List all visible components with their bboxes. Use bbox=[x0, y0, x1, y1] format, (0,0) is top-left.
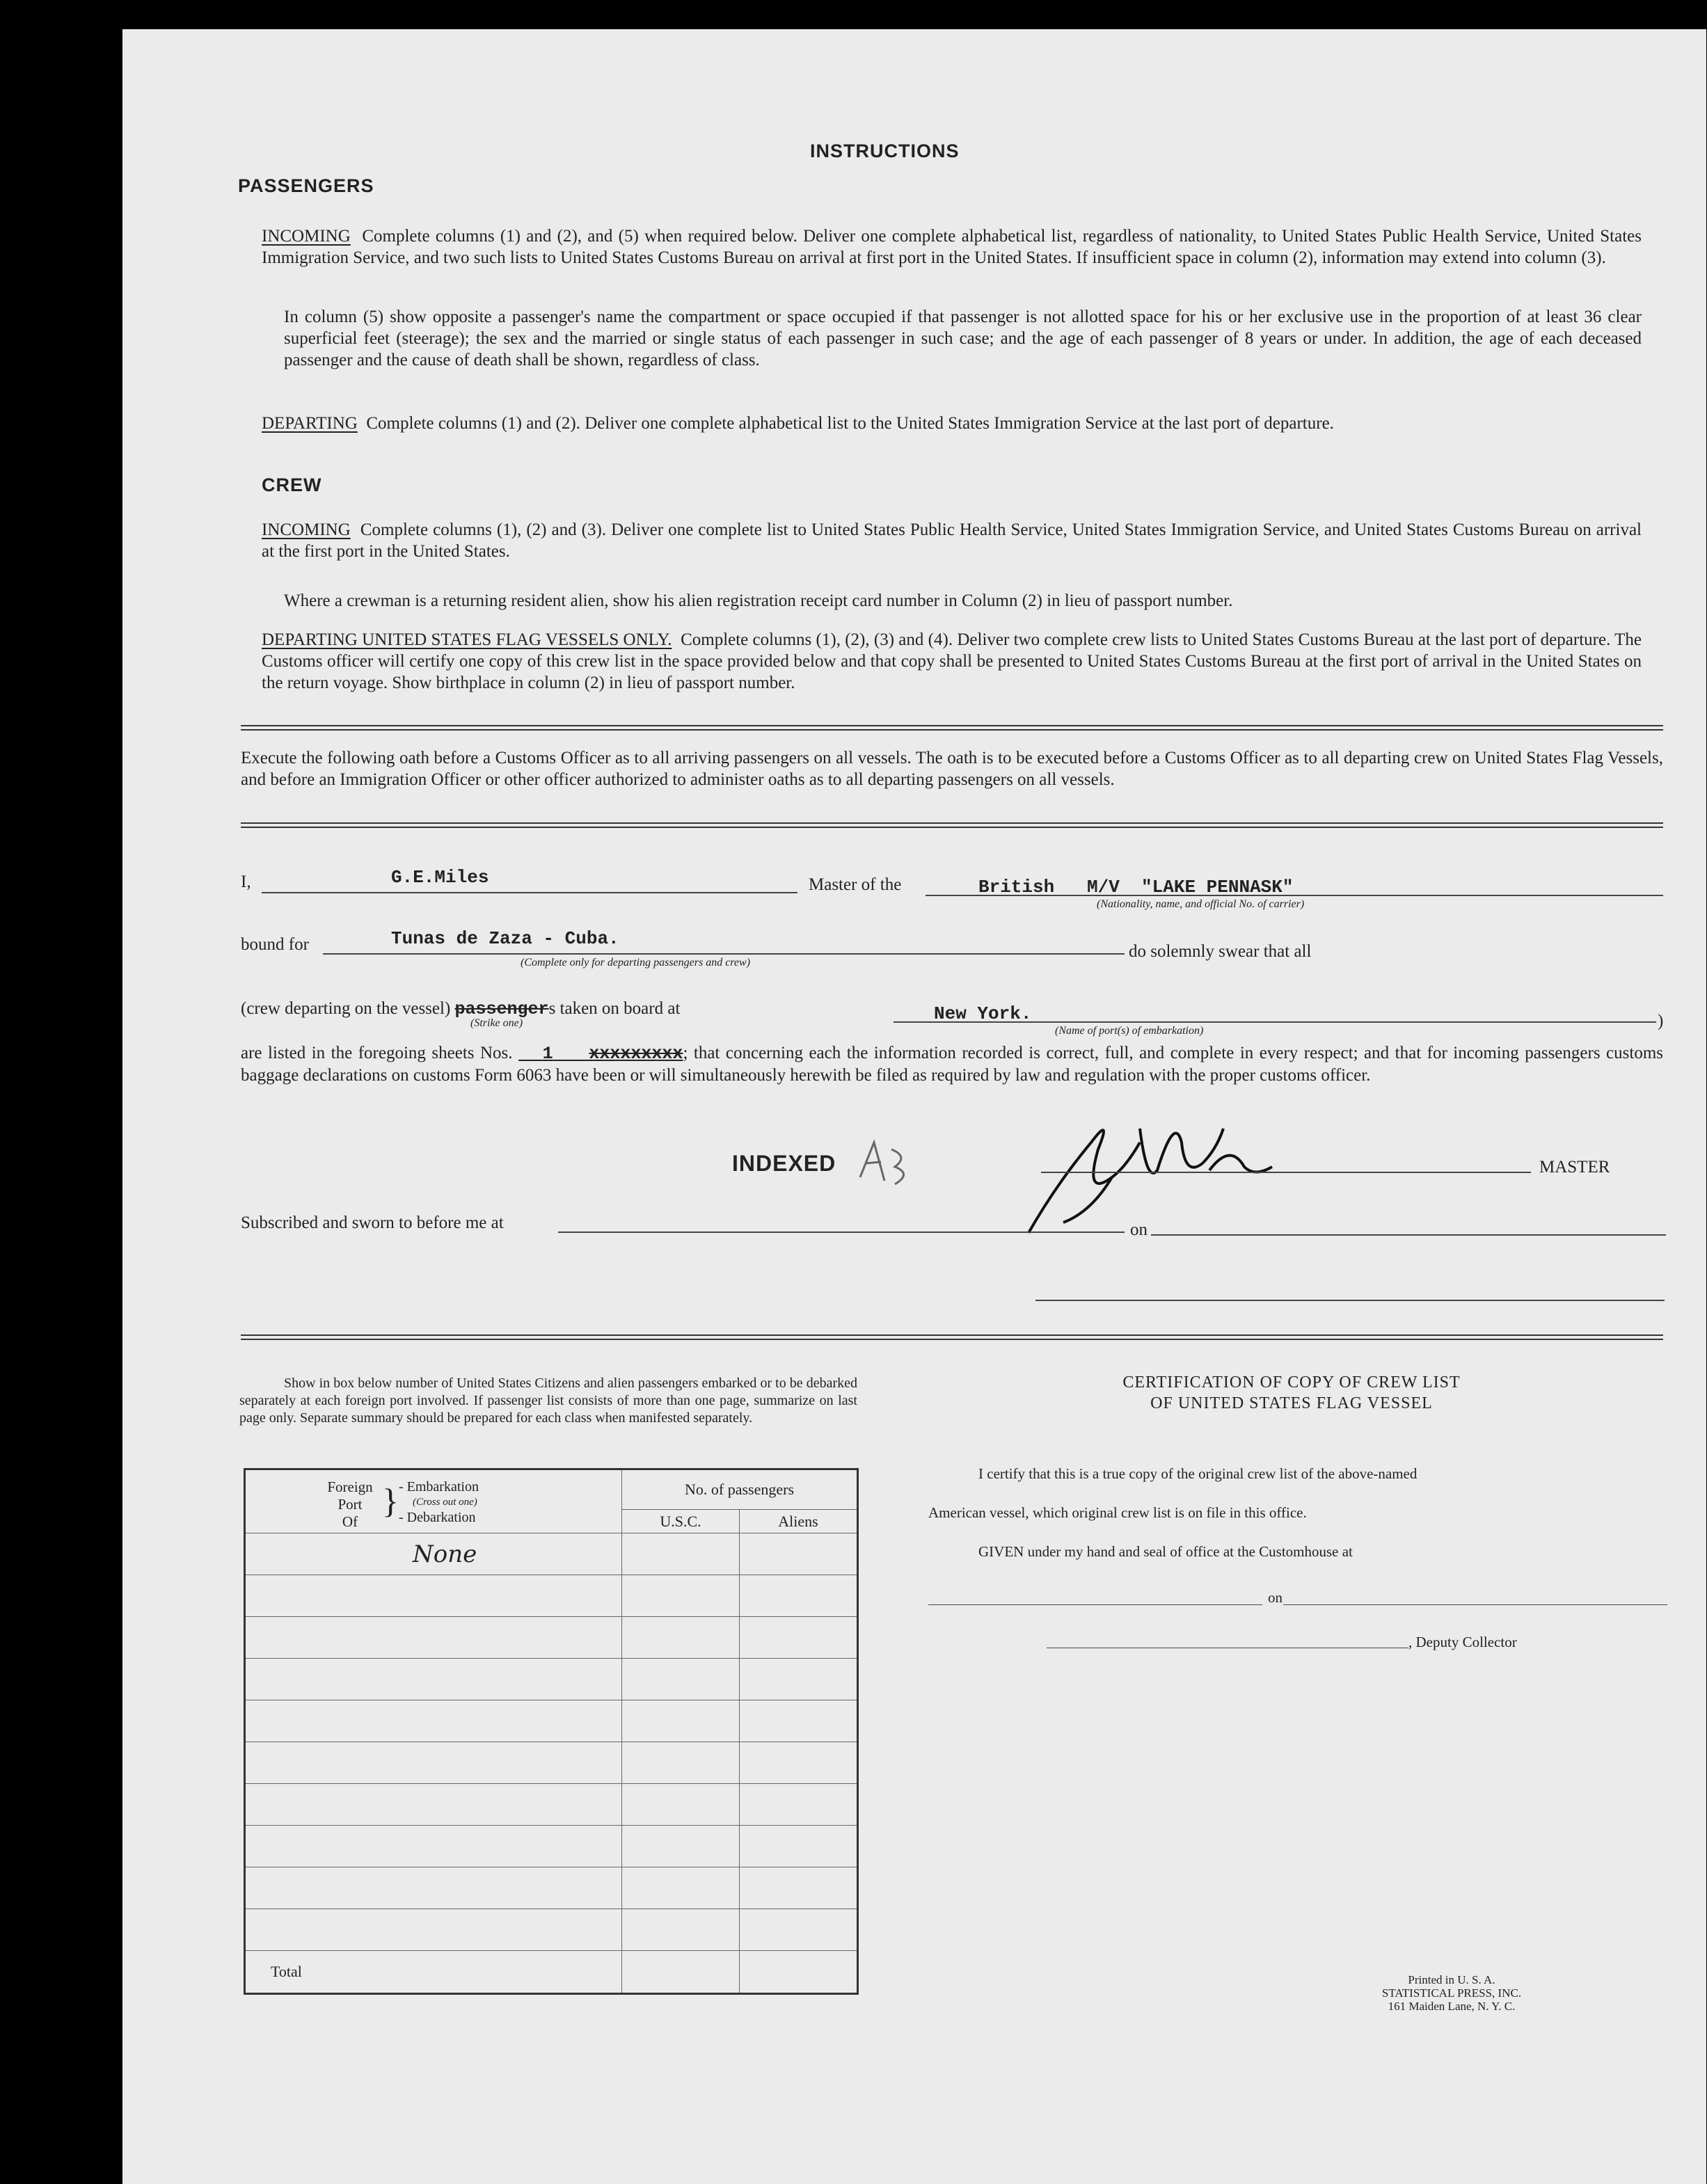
certification-title-1: CERTIFICATION OF COPY OF CREW LIST bbox=[1122, 1373, 1461, 1392]
master-signature-line bbox=[1041, 1172, 1531, 1173]
passengers-heading: PASSENGERS bbox=[238, 175, 374, 196]
printer-line-1: Printed in U. S. A. bbox=[1408, 1973, 1495, 1986]
usc-cell[interactable] bbox=[622, 1742, 740, 1784]
foreign-label: Foreign bbox=[327, 1478, 373, 1495]
aliens-cell[interactable] bbox=[740, 1617, 858, 1659]
passengers-departing-text: Complete columns (1) and (2). Deliver one complete alphabetical list to the United States Immigration Service at the last port of departure. bbox=[366, 414, 1334, 433]
port-cell[interactable] bbox=[245, 1700, 622, 1742]
deputy-collector-label: , Deputy Collector bbox=[1408, 1634, 1517, 1650]
struck-suffix: s bbox=[548, 999, 556, 1018]
crew-departing-label bbox=[241, 998, 680, 1020]
passengers-incoming-text: Complete columns (1) and (2), and (5) when required below. Deliver one complete alphabetical list, regardless of nationality, to United States Public Health Service, United States Immigration Service, and two such lists to United States Customs Bureau on arrival at first port in the United States. If insufficient space in column (2), information may extend into column (3). bbox=[262, 227, 1642, 267]
usc-cell[interactable] bbox=[622, 1784, 740, 1826]
vessel-field[interactable]: British M/V "LAKE PENNASK" bbox=[978, 877, 1294, 898]
usc-cell[interactable] bbox=[622, 1533, 740, 1575]
usc-cell[interactable] bbox=[622, 1909, 740, 1951]
indexed-initials-mark bbox=[853, 1135, 916, 1191]
listed-paragraph bbox=[241, 1042, 1663, 1086]
divider-2 bbox=[241, 822, 1663, 828]
indexed-stamp: INDEXED bbox=[732, 1151, 836, 1176]
passenger-struck-word: passenger bbox=[454, 999, 549, 1019]
usc-cell[interactable] bbox=[622, 1617, 740, 1659]
instructions-title: INSTRUCTIONS bbox=[810, 141, 960, 161]
crew-incoming-text: Complete columns (1), (2) and (3). Deliver one complete list to United States Public Health Service, United States Immigration Service, and United States Customs Bureau on arrival at the first port in the United States. bbox=[262, 520, 1642, 561]
total-usc-cell[interactable] bbox=[622, 1951, 740, 1994]
brace-glyph: } bbox=[382, 1481, 399, 1520]
destination-field[interactable]: Tunas de Zaza - Cuba. bbox=[391, 928, 619, 949]
aliens-cell[interactable] bbox=[740, 1575, 858, 1617]
embarkation-label: - Embarkation bbox=[399, 1479, 479, 1494]
port-cell[interactable] bbox=[245, 1826, 622, 1867]
aliens-cell[interactable] bbox=[740, 1700, 858, 1742]
crew-departing-keyword: DEPARTING UNITED STATES FLAG VESSELS ONLY. bbox=[262, 630, 672, 649]
master-label: MASTER bbox=[1539, 1158, 1610, 1177]
debarkation-label: - Debarkation bbox=[399, 1510, 476, 1525]
total-label: Total bbox=[245, 1951, 622, 1994]
passengers-incoming-keyword: INCOMING bbox=[262, 227, 351, 246]
no-passengers-header: No. of passengers bbox=[622, 1469, 858, 1510]
port-cell[interactable] bbox=[245, 1867, 622, 1909]
usc-cell[interactable] bbox=[622, 1700, 740, 1742]
crew-departing-text: Complete columns (1), (2), (3) and (4). Deliver two complete crew lists to United States Customs Bureau at the last port of departure. The Customs officer will certify one copy of this crew list in the space provided below and that copy shall be presented to United States Customs Bureau at the first port of arrival in the United States on the return voyage. Show birthplace in column (2) in lieu of passport number. bbox=[262, 630, 1642, 692]
officer-signature-line bbox=[1035, 1300, 1665, 1301]
crew-departing-text-label: (crew departing on the vessel) bbox=[241, 999, 451, 1018]
crew-incoming-keyword: INCOMING bbox=[262, 520, 351, 539]
listed-label: are listed in the foregoing sheets Nos. bbox=[241, 1044, 513, 1062]
aliens-cell[interactable] bbox=[740, 1909, 858, 1951]
summary-instructions: Show in box below number of United States Citizens and alien passengers embarked or to be debarked separately at each foreign port involved. If passenger list consists of more than one page, summarize on last page only. Separate summary should be prepared for each class when manifested separately. bbox=[239, 1376, 857, 1426]
sheet-struck: xxxxxxxxx bbox=[589, 1044, 683, 1064]
port-cell[interactable] bbox=[245, 1784, 622, 1826]
usc-cell[interactable] bbox=[622, 1867, 740, 1909]
port-cell[interactable] bbox=[245, 1617, 622, 1659]
master-of-label: Master of the bbox=[809, 875, 902, 894]
crew-heading: CREW bbox=[262, 475, 322, 495]
passengers-departing-keyword: DEPARTING bbox=[262, 414, 358, 433]
aliens-cell[interactable] bbox=[740, 1659, 858, 1700]
swear-label: do solemnly swear that all bbox=[1129, 942, 1312, 961]
usc-header: U.S.C. bbox=[622, 1510, 740, 1533]
sheet-number-field[interactable] bbox=[518, 1044, 683, 1064]
cross-out-caption: (Cross out one) bbox=[413, 1497, 477, 1508]
passengers-departing-paragraph bbox=[262, 413, 1642, 434]
crew-resident-paragraph: Where a crewman is a returning resident alien, show his alien registration receipt card number in Column (2) in lieu of passport number. bbox=[284, 591, 1233, 610]
subscribed-label: Subscribed and sworn to before me at bbox=[241, 1213, 504, 1232]
destination-line bbox=[323, 953, 1125, 955]
certification-line-1: I certify that this is a true copy of the original crew list of the above-named bbox=[978, 1465, 1418, 1482]
master-name-line bbox=[262, 892, 797, 893]
port-cell[interactable] bbox=[245, 1742, 622, 1784]
aliens-cell[interactable] bbox=[740, 1826, 858, 1867]
oath-intro: Execute the following oath before a Customs Officer as to all arriving passengers on all vessels. The oath is to be executed before a Customs Officer as to all departing crew on United States Flag Vessels, and before an Immigration Officer or other officer authorized to administer oaths as to all departing passengers on all vessels. bbox=[241, 749, 1663, 789]
of-label: Of bbox=[342, 1513, 358, 1530]
port-caption: (Name of port(s) of embarkation) bbox=[1055, 1025, 1204, 1037]
form-page bbox=[122, 29, 1706, 2184]
passengers-incoming-paragraph bbox=[262, 225, 1642, 269]
aliens-cell[interactable] bbox=[740, 1533, 858, 1575]
passenger-summary-table bbox=[244, 1468, 859, 1995]
master-name-field[interactable]: G.E.Miles bbox=[391, 867, 489, 888]
port-cell[interactable] bbox=[245, 1659, 622, 1700]
subscribed-date-line bbox=[1151, 1234, 1666, 1236]
crew-departing-paragraph bbox=[262, 629, 1642, 694]
certification-line-3: GIVEN under my hand and seal of office at the Customhouse at bbox=[978, 1543, 1353, 1560]
certification-title-2: OF UNITED STATES FLAG VESSEL bbox=[1150, 1394, 1433, 1412]
bound-for-label: bound for bbox=[241, 935, 309, 954]
close-paren: ) bbox=[1658, 1012, 1664, 1030]
master-signature bbox=[1008, 1101, 1300, 1240]
vessel-caption: (Nationality, name, and official No. of carrier) bbox=[1097, 898, 1305, 910]
total-aliens-cell[interactable] bbox=[740, 1951, 858, 1994]
port-cell[interactable] bbox=[245, 1909, 622, 1951]
port-header-cell bbox=[245, 1469, 622, 1533]
printer-line-3: 161 Maiden Lane, N. Y. C. bbox=[1388, 2000, 1516, 2013]
aliens-cell[interactable] bbox=[740, 1742, 858, 1784]
usc-cell[interactable] bbox=[622, 1659, 740, 1700]
destination-caption: (Complete only for departing passengers and crew) bbox=[521, 957, 751, 969]
port-label: Port bbox=[338, 1496, 363, 1513]
i-label: I, bbox=[241, 872, 251, 891]
port-entry-cell[interactable]: None bbox=[245, 1533, 622, 1575]
aliens-cell[interactable] bbox=[740, 1867, 858, 1909]
certification-line-2: American vessel, which original crew list is on file in this office. bbox=[928, 1504, 1307, 1521]
subscribed-place-line bbox=[558, 1232, 1125, 1233]
printer-imprint bbox=[1305, 1973, 1598, 2013]
port-field[interactable]: New York. bbox=[934, 1003, 1032, 1024]
usc-cell[interactable] bbox=[622, 1575, 740, 1617]
printer-line-2: STATISTICAL PRESS, INC. bbox=[1381, 1986, 1522, 2000]
usc-cell[interactable] bbox=[622, 1826, 740, 1867]
taken-on-board-label: taken on board at bbox=[559, 999, 681, 1018]
aliens-header: Aliens bbox=[740, 1510, 858, 1533]
crew-incoming-paragraph bbox=[262, 519, 1642, 562]
sheet-number: 1 bbox=[542, 1044, 553, 1064]
customhouse-line bbox=[928, 1604, 1262, 1605]
listed-rest: ; that concerning each the information recorded is correct, full, and complete in every respect; and that for incoming passengers customs baggage declarations on customs Form 6063 have been or will simultaneously herewith be filed as required by law and regulation with the proper customs officer. bbox=[241, 1044, 1664, 1085]
divider-1 bbox=[241, 725, 1663, 731]
strike-one-caption: (Strike one) bbox=[470, 1017, 523, 1029]
subscribed-on-label: on bbox=[1130, 1220, 1148, 1239]
port-cell[interactable] bbox=[245, 1575, 622, 1617]
passengers-column5-paragraph: In column (5) show opposite a passenger's name the compartment or space occupied if that passenger is not allotted space for his or her exclusive use in the proportion of at least 36 clear superficial feet (steerage); the sex and the married or single status of each passenger in such case; and the age of each passenger of 8 years or under. In addition, the age of each deceased passenger and the cause of death shall be shown, regardless of class. bbox=[284, 308, 1642, 369]
certification-date-line bbox=[1283, 1604, 1667, 1605]
certification-on-label: on bbox=[1268, 1589, 1283, 1606]
divider-3 bbox=[241, 1334, 1663, 1340]
aliens-cell[interactable] bbox=[740, 1784, 858, 1826]
